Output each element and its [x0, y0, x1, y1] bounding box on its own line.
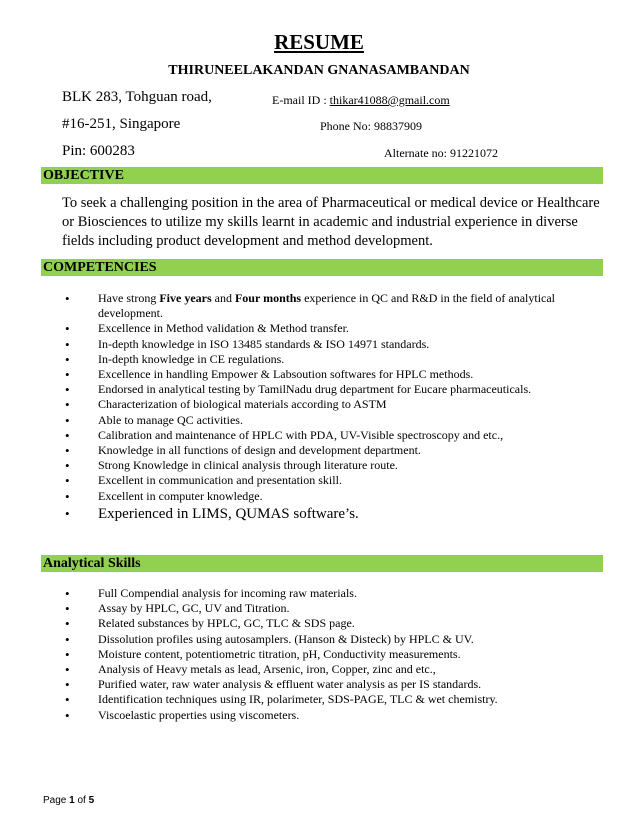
list-item: • Excellence in handling Empower & Labsoution softwares for HPLC methods. — [65, 367, 595, 382]
total-pages: 5 — [88, 795, 95, 806]
list-item: • Dissolution profiles using autosamplers. (Hanson & Disteck) by HPLC & UV. — [65, 632, 595, 647]
list-item: • Excellent in communication and presentation skill. — [65, 473, 595, 488]
list-item: • Excellent in computer knowledge. — [65, 489, 595, 504]
list-item: • Full Compendial analysis for incoming raw materials. — [65, 586, 595, 601]
analytical-skills-list — [65, 586, 595, 723]
list-item: • Analysis of Heavy metals as lead, Arsenic, iron, Copper, zinc and etc., — [65, 662, 595, 677]
email-row — [272, 93, 450, 108]
list-item: • Moisture content, potentiometric titration, pH, Conductivity measurements. — [65, 647, 595, 662]
address-line-1: BLK 283, Tohguan road, — [62, 89, 212, 105]
phone-number: Phone No: 98837909 — [320, 119, 422, 133]
objective-heading: OBJECTIVE — [43, 168, 124, 183]
list-item: • Experienced in LIMS, QUMAS software’s. — [65, 504, 595, 524]
analytical-skills-heading: Analytical Skills — [43, 556, 141, 571]
competencies-heading: COMPETENCIES — [43, 260, 157, 275]
objective-heading-bar — [41, 167, 603, 184]
address-line-2: #16-251, Singapore — [62, 116, 181, 132]
analytical-skills-heading-bar — [41, 555, 603, 572]
list-item: • Calibration and maintenance of HPLC with PDA, UV-Visible spectroscopy and etc., — [65, 428, 595, 443]
list-item: • Strong Knowledge in clinical analysis through literature route. — [65, 458, 595, 473]
list-item: • Knowledge in all functions of design and development department. — [65, 443, 595, 458]
candidate-name: THIRUNEELAKANDAN GNANASAMBANDAN — [168, 63, 470, 78]
list-item: • Characterization of biological materials according to ASTM — [65, 397, 595, 412]
list-item: • In-depth knowledge in ISO 13485 standards & ISO 14971 standards. — [65, 337, 595, 352]
years-emphasis: Five years — [159, 291, 212, 305]
list-item: • Related substances by HPLC, GC, TLC & SDS page. — [65, 616, 595, 631]
list-item: • Endorsed in analytical testing by TamilNadu drug department for Eucare pharmaceuticals. — [65, 382, 595, 397]
months-emphasis: Four months — [234, 291, 302, 305]
resume-title: RESUME — [274, 30, 364, 54]
email-label: E-mail ID : — [272, 93, 330, 107]
current-page: 1 — [69, 795, 75, 806]
email-link[interactable]: thikar41088@gmail.com — [329, 93, 450, 107]
list-item: • Viscoelastic properties using viscometers. — [65, 708, 595, 723]
list-item: • Assay by HPLC, GC, UV and Titration. — [65, 601, 595, 616]
objective-text: To seek a challenging position in the area of Pharmaceutical or medical device or Healthcare or Biosciences to utilize my skills learnt in academic and industrial experience in diverse fields including product development and method development. — [62, 195, 600, 249]
competencies-list — [65, 291, 595, 524]
competencies-heading-bar — [41, 259, 603, 276]
list-item: • Have strong Five years and Four months experience in QC and R&D in the field of analytical development. — [65, 291, 595, 321]
page-number: Page 1 of 5 — [43, 795, 95, 806]
list-item: • Purified water, raw water analysis & effluent water analysis as per IS standards. — [65, 677, 595, 692]
list-item: • Identification techniques using IR, polarimeter, SDS-PAGE, TLC & wet chemistry. — [65, 692, 595, 707]
address-line-3: Pin: 600283 — [62, 143, 135, 159]
alternate-number: Alternate no: 91221072 — [384, 146, 498, 160]
list-item: • Able to manage QC activities. — [65, 413, 595, 428]
list-item: • Excellence in Method validation & Method transfer. — [65, 321, 595, 336]
list-item: • In-depth knowledge in CE regulations. — [65, 352, 595, 367]
